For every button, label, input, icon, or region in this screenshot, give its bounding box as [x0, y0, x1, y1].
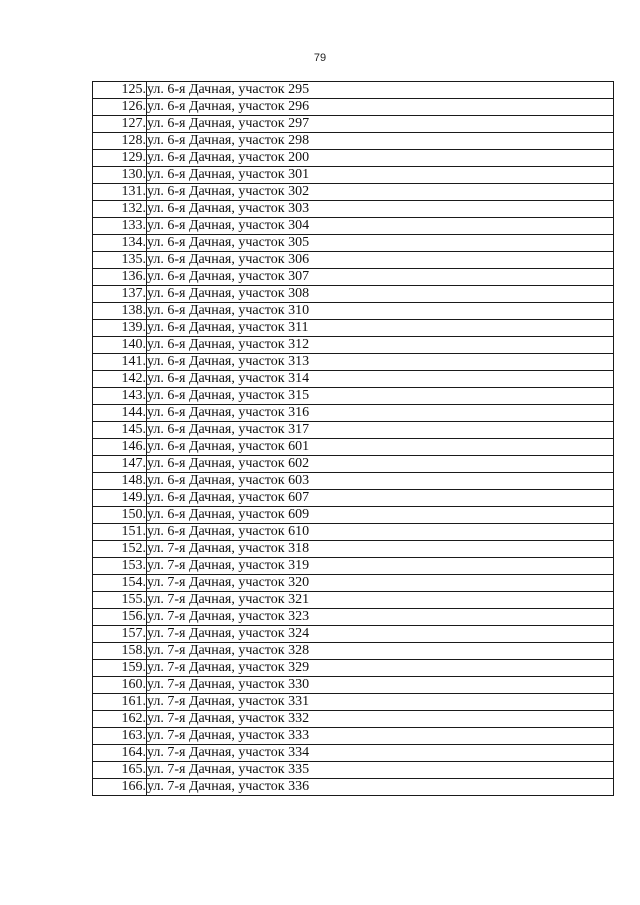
row-number: 140. — [93, 337, 147, 354]
row-number: 127. — [93, 116, 147, 133]
row-number: 129. — [93, 150, 147, 167]
row-number: 151. — [93, 524, 147, 541]
table-row — [93, 303, 614, 320]
row-number: 133. — [93, 218, 147, 235]
row-address: ул. 6-я Дачная, участок 609 — [147, 507, 614, 524]
row-number: 159. — [93, 660, 147, 677]
table-row — [93, 456, 614, 473]
table-row — [93, 609, 614, 626]
page-number: 79 — [313, 52, 327, 64]
table-row — [93, 779, 614, 796]
row-address: ул. 7-я Дачная, участок 320 — [147, 575, 614, 592]
row-address: ул. 7-я Дачная, участок 333 — [147, 728, 614, 745]
row-number: 160. — [93, 677, 147, 694]
row-number: 137. — [93, 286, 147, 303]
row-address: ул. 6-я Дачная, участок 313 — [147, 354, 614, 371]
row-address: ул. 6-я Дачная, участок 603 — [147, 473, 614, 490]
table-row — [93, 184, 614, 201]
row-number: 136. — [93, 269, 147, 286]
table-row — [93, 320, 614, 337]
row-address: ул. 7-я Дачная, участок 318 — [147, 541, 614, 558]
row-number: 147. — [93, 456, 147, 473]
row-address: ул. 6-я Дачная, участок 296 — [147, 99, 614, 116]
table-row — [93, 643, 614, 660]
table-body — [93, 82, 614, 796]
row-address: ул. 6-я Дачная, участок 304 — [147, 218, 614, 235]
row-address: ул. 7-я Дачная, участок 323 — [147, 609, 614, 626]
row-address: ул. 6-я Дачная, участок 314 — [147, 371, 614, 388]
row-number: 135. — [93, 252, 147, 269]
row-address: ул. 7-я Дачная, участок 335 — [147, 762, 614, 779]
row-number: 158. — [93, 643, 147, 660]
row-address: ул. 6-я Дачная, участок 306 — [147, 252, 614, 269]
row-address: ул. 6-я Дачная, участок 295 — [147, 82, 614, 99]
row-number: 146. — [93, 439, 147, 456]
row-number: 143. — [93, 388, 147, 405]
row-address: ул. 6-я Дачная, участок 305 — [147, 235, 614, 252]
table-row — [93, 218, 614, 235]
row-address: ул. 7-я Дачная, участок 331 — [147, 694, 614, 711]
table-row — [93, 524, 614, 541]
table-row — [93, 167, 614, 184]
row-address: ул. 6-я Дачная, участок 297 — [147, 116, 614, 133]
row-address: ул. 7-я Дачная, участок 319 — [147, 558, 614, 575]
table-row — [93, 150, 614, 167]
table-row — [93, 541, 614, 558]
row-address: ул. 7-я Дачная, участок 321 — [147, 592, 614, 609]
row-address: ул. 6-я Дачная, участок 610 — [147, 524, 614, 541]
row-number: 142. — [93, 371, 147, 388]
table-row — [93, 626, 614, 643]
row-address: ул. 7-я Дачная, участок 330 — [147, 677, 614, 694]
table-row — [93, 235, 614, 252]
table-row — [93, 201, 614, 218]
row-address: ул. 6-я Дачная, участок 308 — [147, 286, 614, 303]
row-number: 144. — [93, 405, 147, 422]
row-number: 155. — [93, 592, 147, 609]
table-row — [93, 371, 614, 388]
table-row — [93, 354, 614, 371]
row-number: 149. — [93, 490, 147, 507]
row-number: 128. — [93, 133, 147, 150]
row-address: ул. 6-я Дачная, участок 607 — [147, 490, 614, 507]
table-row — [93, 439, 614, 456]
row-address: ул. 6-я Дачная, участок 303 — [147, 201, 614, 218]
row-number: 166. — [93, 779, 147, 796]
row-address: ул. 6-я Дачная, участок 301 — [147, 167, 614, 184]
row-number: 161. — [93, 694, 147, 711]
row-address: ул. 6-я Дачная, участок 311 — [147, 320, 614, 337]
row-number: 145. — [93, 422, 147, 439]
table-row — [93, 762, 614, 779]
table-row — [93, 269, 614, 286]
table-row — [93, 592, 614, 609]
row-number: 138. — [93, 303, 147, 320]
row-address: ул. 7-я Дачная, участок 324 — [147, 626, 614, 643]
row-number: 148. — [93, 473, 147, 490]
row-number: 163. — [93, 728, 147, 745]
table-row — [93, 677, 614, 694]
row-address: ул. 6-я Дачная, участок 302 — [147, 184, 614, 201]
table-row — [93, 694, 614, 711]
row-address: ул. 7-я Дачная, участок 332 — [147, 711, 614, 728]
row-address: ул. 6-я Дачная, участок 312 — [147, 337, 614, 354]
row-number: 132. — [93, 201, 147, 218]
row-address: ул. 7-я Дачная, участок 336 — [147, 779, 614, 796]
table-row — [93, 660, 614, 677]
table-row — [93, 558, 614, 575]
row-number: 139. — [93, 320, 147, 337]
row-address: ул. 6-я Дачная, участок 200 — [147, 150, 614, 167]
row-address: ул. 6-я Дачная, участок 601 — [147, 439, 614, 456]
table-row — [93, 728, 614, 745]
row-number: 153. — [93, 558, 147, 575]
row-address: ул. 6-я Дачная, участок 298 — [147, 133, 614, 150]
row-number: 154. — [93, 575, 147, 592]
row-address: ул. 7-я Дачная, участок 334 — [147, 745, 614, 762]
row-address: ул. 6-я Дачная, участок 602 — [147, 456, 614, 473]
row-address: ул. 7-я Дачная, участок 328 — [147, 643, 614, 660]
table-row — [93, 711, 614, 728]
row-address: ул. 6-я Дачная, участок 315 — [147, 388, 614, 405]
row-number: 165. — [93, 762, 147, 779]
row-number: 152. — [93, 541, 147, 558]
table-row — [93, 337, 614, 354]
row-number: 141. — [93, 354, 147, 371]
address-table — [92, 81, 614, 796]
table-row — [93, 116, 614, 133]
row-number: 130. — [93, 167, 147, 184]
table-row — [93, 422, 614, 439]
table-row — [93, 252, 614, 269]
row-number: 131. — [93, 184, 147, 201]
table-row — [93, 405, 614, 422]
row-number: 164. — [93, 745, 147, 762]
table-row — [93, 575, 614, 592]
row-number: 157. — [93, 626, 147, 643]
row-number: 134. — [93, 235, 147, 252]
table-row — [93, 286, 614, 303]
table-row — [93, 473, 614, 490]
row-number: 150. — [93, 507, 147, 524]
table-row — [93, 745, 614, 762]
table-row — [93, 99, 614, 116]
table-row — [93, 507, 614, 524]
row-address: ул. 6-я Дачная, участок 316 — [147, 405, 614, 422]
table-row — [93, 133, 614, 150]
row-address: ул. 6-я Дачная, участок 317 — [147, 422, 614, 439]
row-address: ул. 6-я Дачная, участок 307 — [147, 269, 614, 286]
row-number: 156. — [93, 609, 147, 626]
row-number: 162. — [93, 711, 147, 728]
row-address: ул. 6-я Дачная, участок 310 — [147, 303, 614, 320]
row-number: 126. — [93, 99, 147, 116]
table-row — [93, 490, 614, 507]
row-address: ул. 7-я Дачная, участок 329 — [147, 660, 614, 677]
table-row — [93, 82, 614, 99]
row-number: 125. — [93, 82, 147, 99]
table-row — [93, 388, 614, 405]
